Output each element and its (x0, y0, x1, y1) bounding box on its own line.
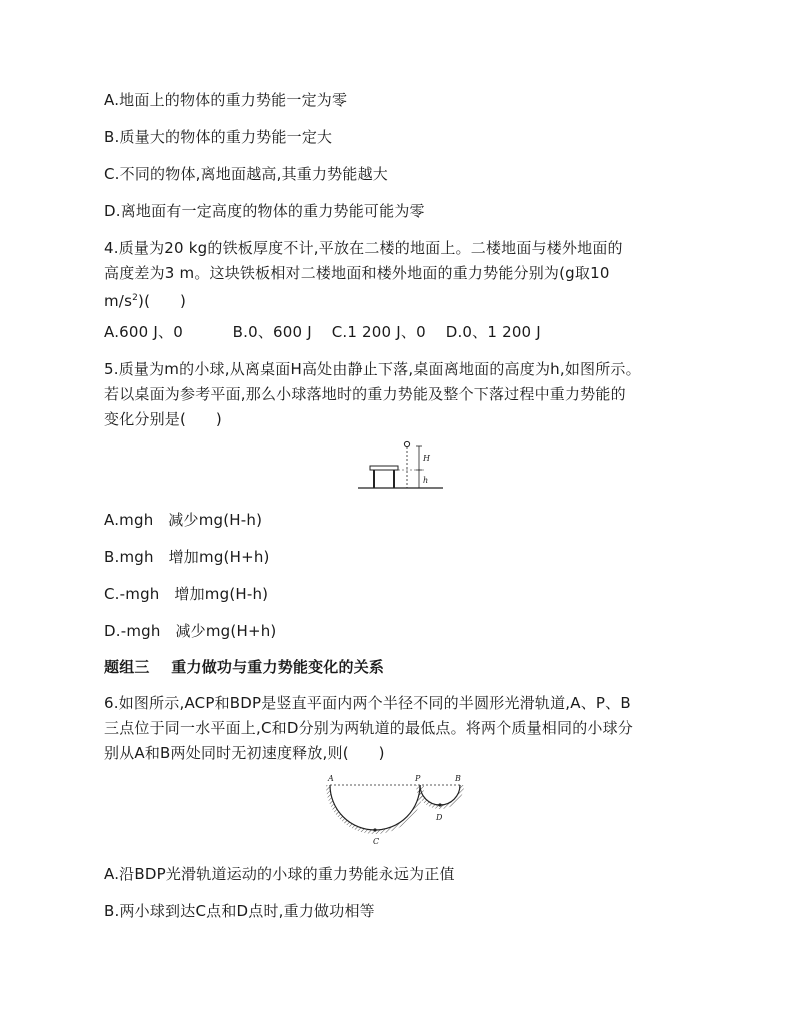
point-d (438, 803, 441, 806)
q6-figure-tracks (325, 770, 470, 848)
q4-stem-line2: 高度差为3 m。这块铁板相对二楼地面和楼外地面的重力势能分别为(g取10 (104, 264, 610, 282)
q5-figure-table-ball (355, 437, 445, 493)
label-H: H (423, 454, 430, 463)
q4-answer-blank: )( ) (138, 292, 186, 310)
section-heading: 题组三 重力做功与重力势能变化的关系 (104, 658, 385, 676)
q5-stem-line3: 变化分别是( ) (104, 410, 222, 428)
q5-option-b: B.mgh 增加mg(H+h) (104, 548, 270, 566)
point-c (373, 828, 376, 831)
q4-stem-line3 (104, 288, 186, 311)
table-top (370, 466, 398, 470)
q5-option-d: D.-mgh 减少mg(H+h) (104, 622, 277, 640)
label-a: A (328, 774, 334, 783)
label-p: P (415, 774, 421, 783)
q6-stem-line3: 别从A和B两处同时无初速度释放,则( ) (104, 744, 385, 762)
label-d: D (436, 813, 443, 822)
q5-stem-line1: 5.质量为m的小球,从离桌面H高处由静止下落,桌面离地面的高度为h,如图所示。 (104, 360, 641, 378)
label-c: C (373, 837, 380, 846)
q3-option-d: D.离地面有一定高度的物体的重力势能可能为零 (104, 202, 425, 220)
label-h: h (423, 476, 429, 485)
q4-stem-line1: 4.质量为20 kg的铁板厚度不计,平放在二楼的地面上。二楼地面与楼外地面的 (104, 239, 623, 257)
q3-option-c: C.不同的物体,离地面越高,其重力势能越大 (104, 165, 388, 183)
q3-option-a: A.地面上的物体的重力势能一定为零 (104, 91, 348, 109)
q5-option-c: C.-mgh 增加mg(H-h) (104, 585, 269, 603)
q6-stem-line1: 6.如图所示,ACP和BDP是竖直平面内两个半径不同的半圆形光滑轨道,A、P、B (104, 694, 631, 712)
q3-option-b: B.质量大的物体的重力势能一定大 (104, 128, 333, 146)
label-b: B (455, 774, 461, 783)
q5-option-a: A.mgh 减少mg(H-h) (104, 511, 263, 529)
q6-option-a: A.沿BDP光滑轨道运动的小球的重力势能永远为正值 (104, 865, 455, 883)
q6-option-b: B.两小球到达C点和D点时,重力做功相等 (104, 902, 375, 920)
track-acp (330, 785, 420, 830)
q6-stem-line2: 三点位于同一水平面上,C和D分别为两轨道的最低点。将两个质量相同的小球分 (104, 719, 633, 737)
q4-unit: m/s (104, 292, 133, 310)
q4-options: A.600 J、0 B.0、600 J C.1 200 J、0 D.0、1 200 J (104, 323, 541, 341)
track-acp-hatching (326, 785, 424, 834)
q4-unit-exponent: 2 (132, 293, 139, 303)
ball (404, 441, 409, 446)
q5-stem-line2: 若以桌面为参考平面,那么小球落地时的重力势能及整个下落过程中重力势能的 (104, 385, 626, 403)
